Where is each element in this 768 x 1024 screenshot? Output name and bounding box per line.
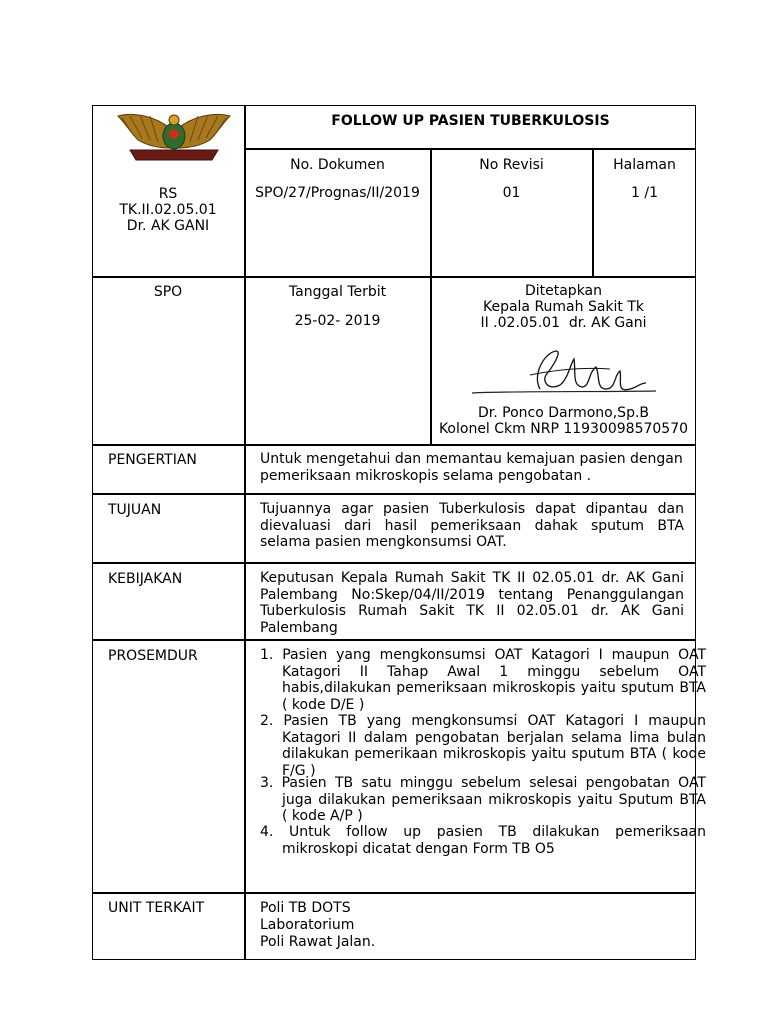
approved-by-line: Kepala Rumah Sakit Tk — [482, 299, 645, 315]
hospital-name-line: RS — [158, 186, 178, 202]
approved-by-line: II .02.05.01 dr. AK Gani — [480, 315, 647, 331]
revision-value: 01 — [502, 185, 521, 201]
pengertian-text: Untuk mengetahui dan memantau kemajuan pasien dengan pemeriksaan mikroskopis selama pengobatan . — [260, 451, 683, 484]
prosedur-label: PROSEMDUR — [108, 648, 198, 664]
divider — [245, 148, 696, 150]
divider — [92, 639, 696, 641]
kebijakan-text: Keputusan Kepala Rumah Sakit TK II 02.05.01 dr. AK Gani Palembang No:Skep/04/II/2019 tentang Penanggulangan Tuberkulosis Rumah Sakit TK II 02.05.01 dr. AK Gani Palembang — [260, 570, 684, 636]
page-label: Halaman — [613, 157, 676, 173]
unit-terkait-item: Poli Rawat Jalan. — [260, 934, 376, 950]
divider — [244, 105, 246, 960]
doc-no-label: No. Dokumen — [290, 157, 385, 173]
unit-terkait-label: UNIT TERKAIT — [108, 900, 205, 916]
doc-no-value: SPO/27/Prognas/II/2019 — [255, 185, 420, 201]
kebijakan-label: KEBIJAKAN — [108, 571, 183, 587]
divider — [92, 892, 696, 894]
divider — [92, 276, 696, 278]
signer-rank: Kolonel Ckm NRP 11930098570570 — [438, 421, 689, 437]
approved-label: Ditetapkan — [524, 283, 603, 299]
hospital-name-line: TK.II.02.05.01 — [119, 202, 217, 218]
garuda-emblem-icon — [112, 110, 236, 168]
garuda-emblem-logo — [112, 110, 236, 168]
signer-name: Dr. Ponco Darmono,Sp.B — [477, 405, 650, 421]
prosedur-item: 2. Pasien TB yang mengkonsumsi OAT Katagori I maupun Katagori II dalam pengobatan berjalan selama lima bulan dilakukan pemerikaan mikroskopis yaitu sputum BTA ( kode F/G ) — [260, 713, 706, 779]
issue-date-value: 25-02- 2019 — [294, 313, 381, 329]
divider — [92, 493, 696, 495]
hospital-name-line: Dr. AK GANI — [126, 218, 210, 234]
spo-label: SPO — [153, 284, 183, 300]
divider — [92, 562, 696, 564]
prosedur-item: 4. Untuk follow up pasien TB dilakukan pemeriksaan mikroskopi dicatat dengan Form TB O5 — [260, 824, 706, 857]
signature-icon — [470, 345, 660, 403]
divider — [92, 444, 696, 446]
tujuan-label: TUJUAN — [108, 502, 162, 518]
page-value: 1 /1 — [631, 185, 658, 201]
unit-terkait-item: Laboratorium — [260, 917, 355, 933]
prosedur-item: 1. Pasien yang mengkonsumsi OAT Katagori I maupun OAT Katagori II Tahap Awal 1 minggu sebelum OAT habis,dilakukan pemeriksaan mikroskopis yaitu sputum BTA ( kode D/E ) — [260, 647, 706, 713]
pengertian-label: PENGERTIAN — [108, 452, 197, 468]
document-title: FOLLOW UP PASIEN TUBERKULOSIS — [331, 113, 610, 129]
prosedur-item: 3. Pasien TB satu minggu sebelum selesai pengobatan OAT juga dilakukan pemeriksaan mikroskopis yaitu Sputum BTA ( kode A/P ) — [260, 775, 706, 824]
revision-label: No Revisi — [479, 157, 544, 173]
unit-terkait-item: Poli TB DOTS — [260, 900, 351, 916]
signature — [470, 345, 660, 403]
tujuan-text: Tujuannya agar pasien Tuberkulosis dapat dipantau dan dievaluasi dari hasil pemeriksaan dahak sputum BTA selama pasien mengkonsumsi OAT. — [260, 501, 684, 550]
issue-date-label: Tanggal Terbit — [288, 284, 387, 300]
